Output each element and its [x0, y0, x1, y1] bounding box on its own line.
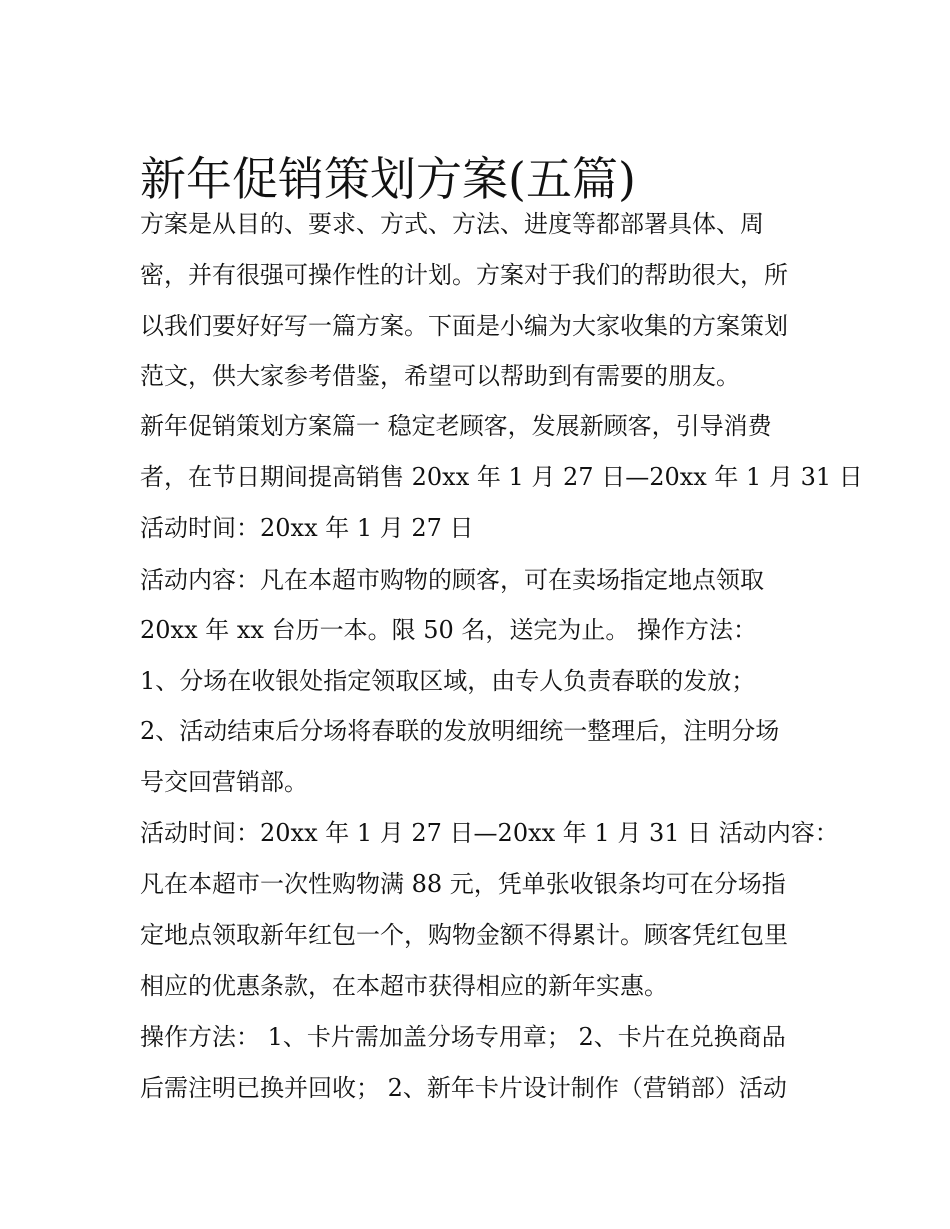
body-line: 1、分场在收银处指定领取区域，由专人负责春联的发放；	[140, 667, 756, 695]
body-line: 后需注明已换并回收； 2、新年卡片设计制作（营销部）活动	[140, 1074, 787, 1102]
body-line: 活动内容：凡在本超市购物的顾客，可在卖场指定地点领取	[140, 566, 764, 594]
body-line: 20xx 年 xx 台历一本。限 50 名，送完为止。 操作方法：	[140, 616, 757, 644]
body-line: 活动时间：20xx 年 1 月 27 日	[140, 514, 474, 542]
body-line: 以我们要好好写一篇方案。下面是小编为大家收集的方案策划	[140, 312, 788, 340]
body-line: 者，在节日期间提高销售 20xx 年 1 月 27 日—20xx 年 1 月 31 日	[140, 463, 863, 491]
body-line: 凡在本超市一次性购物满 88 元，凭单张收银条均可在分场指	[140, 870, 786, 898]
body-line: 密，并有很强可操作性的计划。方案对于我们的帮助很大，所	[140, 261, 788, 289]
body-line: 号交回营销部。	[140, 768, 308, 796]
body-line: 相应的优惠条款，在本超市获得相应的新年实惠。	[140, 972, 668, 1000]
body-line: 2、活动结束后分场将春联的发放明细统一整理后，注明分场	[140, 717, 780, 745]
body-line: 方案是从目的、要求、方式、方法、进度等都部署具体、周	[140, 210, 764, 238]
body-line: 操作方法： 1、卡片需加盖分场专用章； 2、卡片在兑换商品	[140, 1023, 786, 1051]
body-line: 新年促销策划方案篇一 稳定老顾客，发展新顾客，引导消费	[140, 412, 772, 440]
body-line: 范文，供大家参考借鉴，希望可以帮助到有需要的朋友。	[140, 362, 740, 390]
body-line: 定地点领取新年红包一个，购物金额不得累计。顾客凭红包里	[140, 921, 788, 949]
document-title: 新年促销策划方案(五篇)	[140, 151, 636, 206]
body-line: 活动时间：20xx 年 1 月 27 日—20xx 年 1 月 31 日 活动内容：	[140, 819, 839, 847]
